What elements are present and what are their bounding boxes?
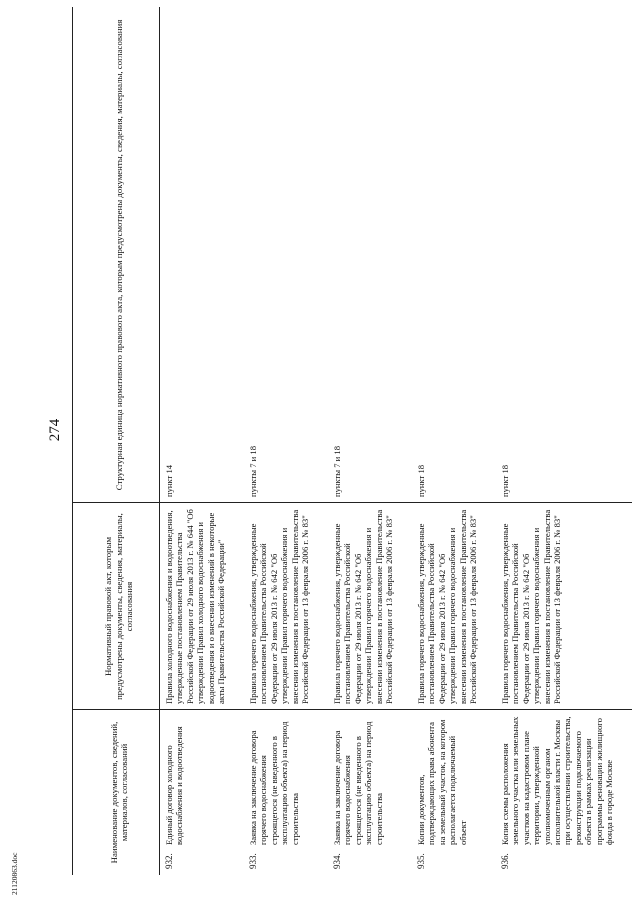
row-normative-act: Правила горячего водоснабжения, утвержденные постановлением Правительства Российской Федерации от 29 июля 2013 г. № 642 "Об утверждении Правил горячего водоснабжения и внесении изменения в постановление Правительства Российской Федерации от 13 февраля 2006 г. № 83" <box>500 509 563 704</box>
row-document-name: Единый договор холодного водоснабжения и водоотведения <box>164 726 185 845</box>
row-number: 935. <box>416 853 426 869</box>
row-structural-unit: пункт 18 <box>416 464 426 497</box>
row-number: 936. <box>500 853 510 869</box>
header-structural-unit: Структурная единица нормативного правового акта, которым предусмотрены документы, сведения, материалы, согласования <box>113 19 124 491</box>
footer-document-code: 21120863.doc <box>10 852 19 895</box>
row-document-name: Заявка на заключение договора горячего водоснабжения строящегося (не введенного в эксплуатацию объекта) на период строительства <box>248 721 300 845</box>
row-normative-act: Правила холодного водоснабжения и водоотведения, утвержденные постановлением Правительства Российской Федерации от 29 июля 2013 г. № 644 "Об утверждении Правил холодного водоснабжения и водоотведения и о внесении изменений в некоторые акты Правительства Российской Федерации" <box>164 509 227 704</box>
page-number: 274 <box>47 418 63 442</box>
row-structural-unit: пункт 18 <box>500 464 510 497</box>
header-normative-act: Нормативный правовой акт, которым предусмотрены документы, сведения, материалы, согласования <box>103 513 135 700</box>
row-number: 934. <box>332 853 342 869</box>
row-normative-act: Правила горячего водоснабжения, утвержденные постановлением Правительства Российской Федерации от 29 июля 2013 г. № 642 "Об утверждении Правил горячего водоснабжения и внесении изменения в постановление Правительства Российской Федерации от 13 февраля 2006 г. № 83" <box>332 509 395 704</box>
row-structural-unit: пункт 14 <box>164 464 174 497</box>
row-structural-unit: пункты 7 и 18 <box>248 445 258 497</box>
row-structural-unit: пункты 7 и 18 <box>332 445 342 497</box>
row-document-name: Заявка на заключение договора горячего водоснабжения строящегося (не введенного в эксплуатацию объекта) на период строительства <box>332 721 384 845</box>
row-normative-act: Правила горячего водоснабжения, утвержденные постановлением Правительства Российской Федерации от 29 июля 2013 г. № 642 "Об утверждении Правил горячего водоснабжения и внесении изменения в постановление Правительства Российской Федерации от 13 февраля 2006 г. № 83" <box>248 509 311 704</box>
row-normative-act: Правила горячего водоснабжения, утвержденные постановлением Правительства Российской Федерации от 29 июля 2013 г. № 642 "Об утверждении Правил горячего водоснабжения и внесении изменения в постановление Правительства Российской Федерации от 13 февраля 2006 г. № 83" <box>416 509 479 704</box>
row-document-name: Копии документов, подтверждающих права абонента на земельный участок, на котором располагается подключаемый объект <box>416 719 468 845</box>
row-document-name: Копия схемы расположения земельного участка или земельных участков на кадастровом плане территории, утвержденной уполномоченным органом исполнительной власти г. Москвы при осуществлении строительства, реконструкции подключаемого объекта в рамках реализации программы реновации жилищного фонда в городе Москве <box>500 716 615 845</box>
row-number: 932. <box>164 853 174 869</box>
row-number: 933. <box>248 853 258 869</box>
header-document-name: Наименование документов, сведений, материалов, согласований <box>108 721 129 864</box>
